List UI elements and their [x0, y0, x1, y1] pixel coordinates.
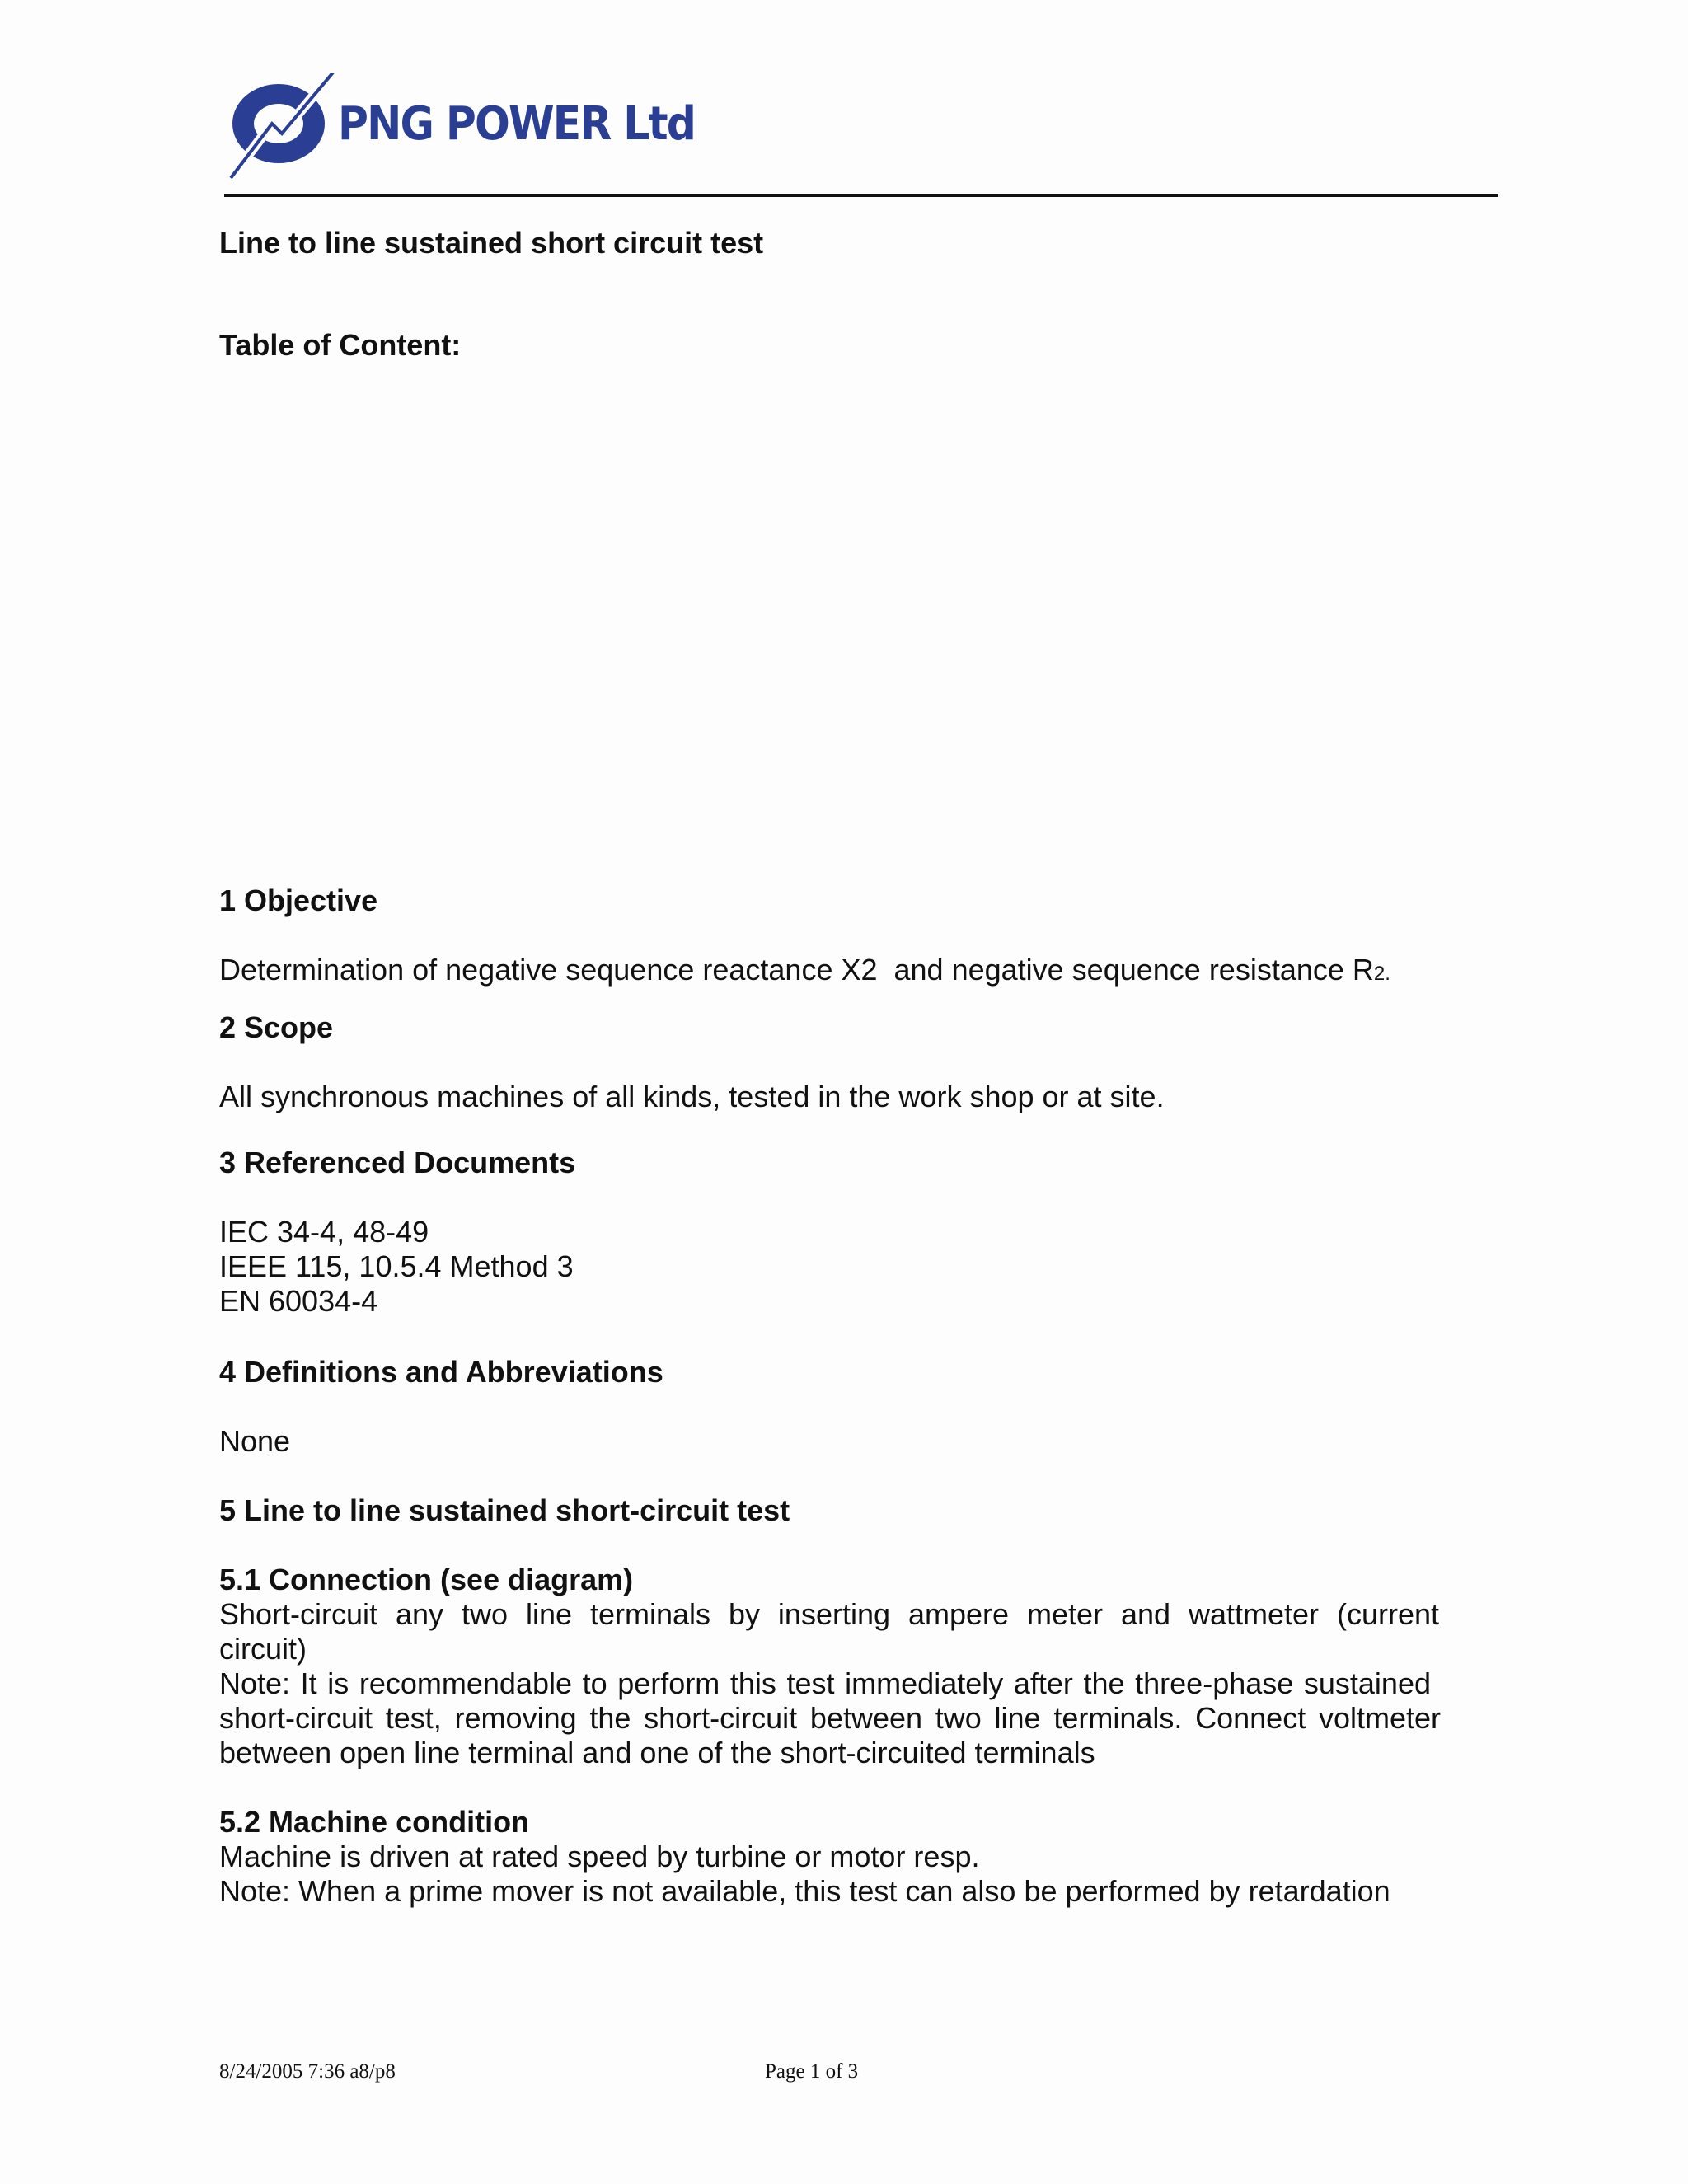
connection-line: circuit): [219, 1632, 307, 1666]
document-title: Line to line sustained short circuit test: [219, 226, 764, 260]
toc-heading: Table of Content:: [219, 328, 462, 362]
logo-emblem-icon: [224, 73, 340, 180]
company-logo: [224, 73, 696, 180]
footer-timestamp: 8/24/2005 7:36 a8/p8: [219, 2060, 396, 2083]
reference-item: IEC 34-4, 48-49: [219, 1215, 429, 1249]
connection-line: between open line terminal and one of the short-circuited terminals: [219, 1736, 1095, 1769]
connection-line: Short-circuit any two line terminals by inserting ampere meter and wattmeter (current: [219, 1597, 1439, 1631]
definitions-text: None: [219, 1424, 291, 1458]
footer-page-number: Page 1 of 3: [765, 2060, 859, 2083]
machine-condition-line: Note: When a prime mover is not available, this test can also be performed by retardation: [219, 1874, 1390, 1908]
subscript-text: 2.: [1373, 963, 1390, 985]
reference-item: EN 60034-4: [219, 1284, 378, 1318]
section-heading-test: 5 Line to line sustained short-circuit test: [219, 1493, 790, 1527]
scope-text: All synchronous machines of all kinds, tested in the work shop or at site.: [219, 1080, 1165, 1113]
connection-line: Note: It is recommendable to perform this test immediately after the three-phase sustained: [219, 1666, 1431, 1700]
company-name: PNG POWER Ltd: [338, 97, 696, 151]
section-heading-scope: 2 Scope: [219, 1010, 334, 1044]
reference-item: IEEE 115, 10.5.4 Method 3: [219, 1249, 574, 1283]
section-heading-referenced: 3 Referenced Documents: [219, 1146, 576, 1179]
connection-line: short-circuit test, removing the short-circuit between two line terminals. Connect voltmeter: [219, 1701, 1441, 1735]
subsection-heading-machine-condition: 5.2 Machine condition: [219, 1805, 530, 1839]
header-rule: [224, 194, 1498, 197]
machine-condition-line: Machine is driven at rated speed by turbine or motor resp.: [219, 1840, 980, 1873]
subsection-heading-connection: 5.1 Connection (see diagram): [219, 1563, 634, 1596]
section-heading-objective: 1 Objective: [219, 883, 378, 917]
section-heading-definitions: 4 Definitions and Abbreviations: [219, 1355, 663, 1389]
objective-text: Determination of negative sequence reactance X2 and negative sequence resistance R2.: [219, 953, 1390, 987]
